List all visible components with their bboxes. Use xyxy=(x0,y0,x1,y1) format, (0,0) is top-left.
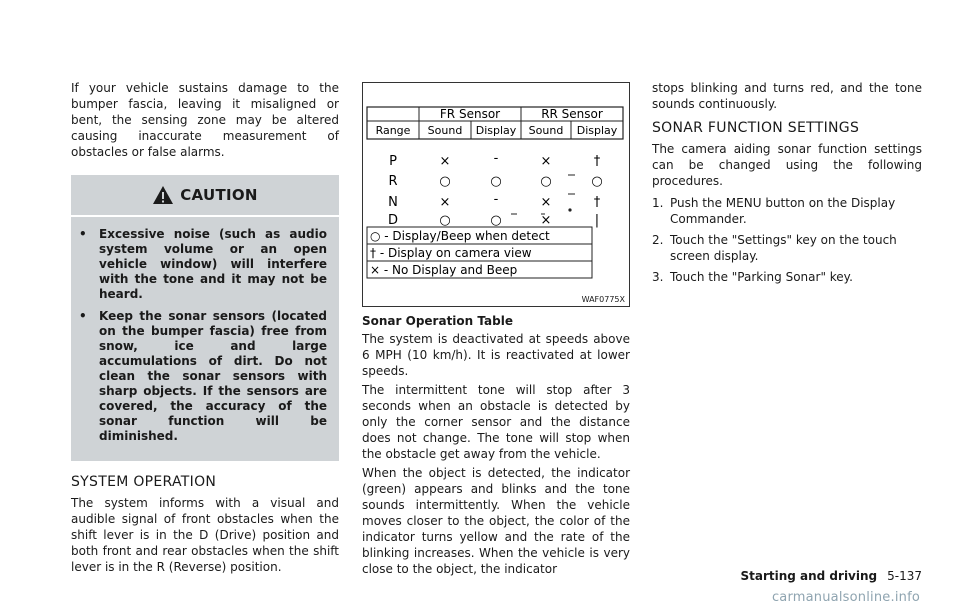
bullet: • xyxy=(79,227,87,241)
page-footer xyxy=(740,569,922,583)
left-column xyxy=(71,80,339,578)
table-cell: ○ xyxy=(439,174,451,189)
table-row xyxy=(389,151,601,169)
table-cell: ○ xyxy=(490,213,502,228)
caution-title: CAUTION xyxy=(180,186,258,204)
step-number: 1. xyxy=(652,196,664,210)
system-operation-paragraph: The system informs with a visual and audible signal of front obstacles when the shift lever is in the D (Drive) position and both front and rear obstacles when the shift lever is in the R (Reverse) position. xyxy=(71,496,339,574)
caution-box xyxy=(71,175,339,461)
table-cell: × xyxy=(540,195,552,210)
settings-intro-paragraph: The camera aiding sonar function settings can be changed using the following procedures. xyxy=(652,142,922,188)
sonar-operation-figure xyxy=(362,82,630,307)
table-cell: × xyxy=(439,195,451,210)
table-cell: ○ xyxy=(490,174,502,189)
table-cell: | xyxy=(594,213,600,228)
caution-item-text: Excessive noise (such as audio system volume or an open vehicle window) will interfere with the tone and it may not be heard. xyxy=(99,227,327,301)
table-row xyxy=(388,174,602,189)
step-text: Push the MENU button on the Display Commander. xyxy=(670,196,896,226)
sonar-table-diagram xyxy=(363,83,629,306)
range-cell: R xyxy=(388,174,398,189)
section-heading-sonar-settings: SONAR FUNCTION SETTINGS xyxy=(652,120,860,136)
table-row xyxy=(388,213,599,228)
caution-item-text: Keep the sonar sensors (located on the bumper fascia) free from snow, ice and large accumulations of dirt. Do not clean the sonar sensors with sharp objects. If the sensors are covered, the accuracy of the sonar function will be diminished. xyxy=(99,309,327,443)
table-row xyxy=(388,192,601,210)
table-cell: ○ xyxy=(591,174,603,189)
table-cell: † xyxy=(593,195,601,210)
table-cell: ○ xyxy=(439,213,451,228)
procedure-step xyxy=(652,232,922,264)
range-cell: P xyxy=(389,154,397,169)
range-cell: N xyxy=(388,195,398,210)
figure-id: WAF0775X xyxy=(581,295,625,304)
dot-mark xyxy=(568,208,571,211)
rr-sensor-header: RR Sensor xyxy=(541,107,603,121)
continuation-paragraph: stops blinking and turns red, and the tone sounds continuously. xyxy=(652,81,922,111)
caution-item xyxy=(79,309,327,444)
legend-no-display: × - No Display and Beep xyxy=(370,263,518,277)
table-cell: × xyxy=(540,154,552,169)
bullet: • xyxy=(79,309,87,323)
table-cell: † xyxy=(593,154,601,169)
section-heading-system-operation: SYSTEM OPERATION xyxy=(71,474,217,490)
middle-column xyxy=(362,80,630,580)
step-text: Touch the "Parking Sonar" key. xyxy=(670,270,853,284)
caution-list xyxy=(71,217,339,444)
caution-item xyxy=(79,227,327,302)
table-cell: ○ xyxy=(540,174,552,189)
paragraph-indicator: When the object is detected, the indicator (green) appears and blinks and the tone sounds intermittently. When the vehicle moves closer to the object, the color of the indicator turns yellow and the rate of the blinking increases. When the vehicle is very close to the object, the indicator xyxy=(362,466,630,576)
rr-display-header: Display xyxy=(576,124,618,137)
rr-sound-header: Sound xyxy=(528,124,564,137)
table-cell: × xyxy=(540,213,552,228)
range-header: Range xyxy=(375,124,411,137)
step-number: 2. xyxy=(652,233,664,247)
caution-header xyxy=(71,175,339,217)
watermark: carmanualsonline.info xyxy=(771,590,920,605)
paragraph-deactivation: The system is deactivated at speeds above 6 MPH (10 km/h). It is reactivated at lower speeds. xyxy=(362,332,630,378)
legend-display-beep: ○ - Display/Beep when detect xyxy=(370,229,550,243)
fr-sound-header: Sound xyxy=(427,124,463,137)
legend-display-camera: † - Display on camera view xyxy=(370,246,532,260)
range-cell: D xyxy=(387,213,399,228)
paragraph-intermittent-tone: The intermittent tone will stop after 3 seconds when an obstacle is detected by only the corner sensor and the distance does not change. The tone will stop when the obstacle get away from the vehicle. xyxy=(362,383,630,461)
footer-section-title: Starting and driving xyxy=(740,569,878,583)
right-column xyxy=(652,80,922,290)
step-text: Touch the "Settings" key on the touch screen display. xyxy=(670,233,897,263)
page-number: 5-137 xyxy=(887,569,922,583)
procedure-step xyxy=(652,269,922,285)
step-number: 3. xyxy=(652,270,664,284)
table-cell: - xyxy=(493,192,499,207)
procedure-step xyxy=(652,195,922,227)
fr-display-header: Display xyxy=(475,124,517,137)
warning-triangle-icon xyxy=(152,185,174,205)
table-cell: × xyxy=(439,154,451,169)
intro-paragraph: If your vehicle sustains damage to the bumper fascia, leaving it misaligned or bent, the sensing zone may be altered causing inaccurate measurement of obstacles or false alarms. xyxy=(71,81,339,159)
table-cell: - xyxy=(493,151,499,166)
figure-caption: Sonar Operation Table xyxy=(362,314,513,328)
fr-sensor-header: FR Sensor xyxy=(439,107,501,121)
